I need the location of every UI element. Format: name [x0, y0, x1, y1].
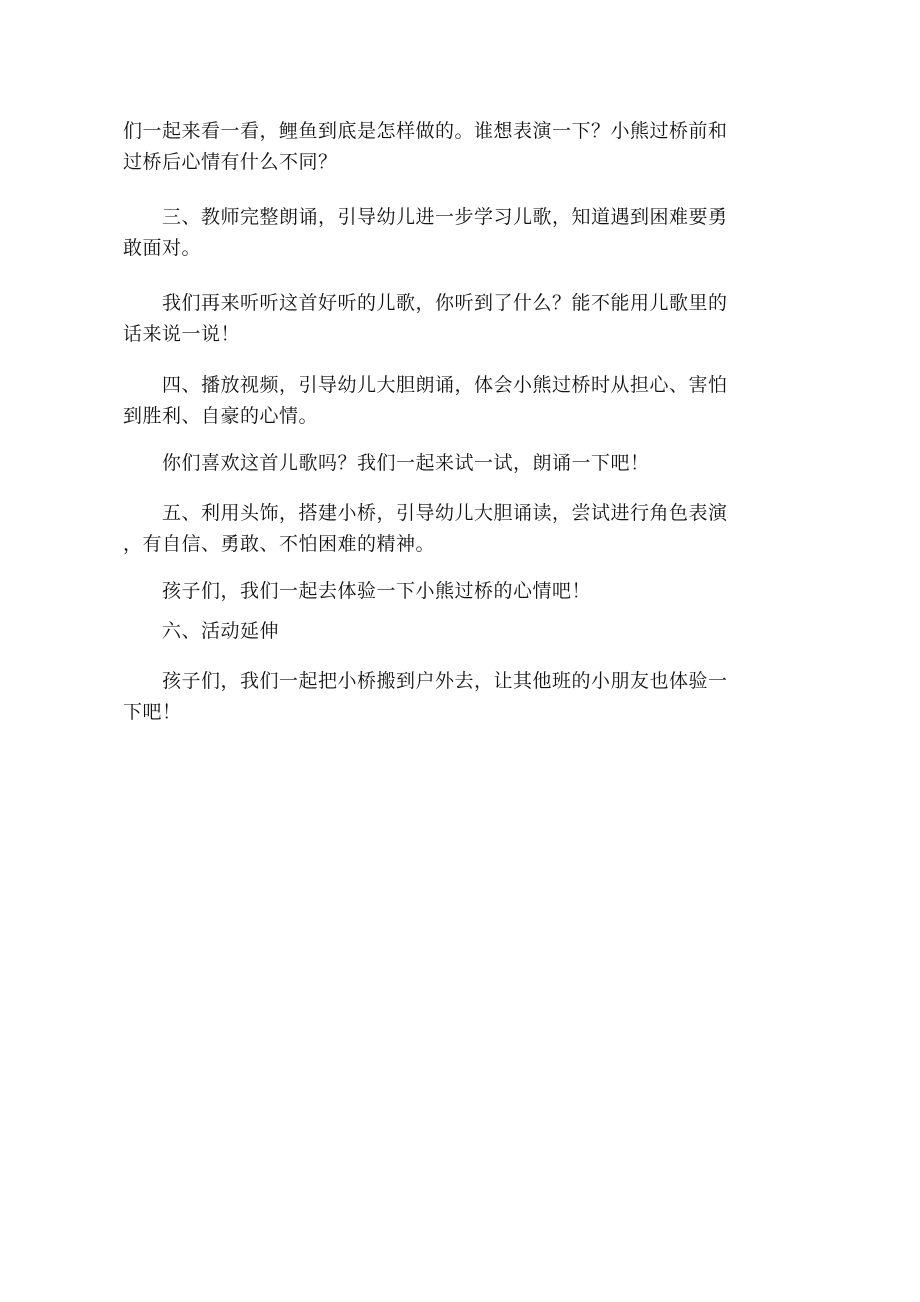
paragraph-3: 我们再来听听这首好听的儿歌，你听到了什么？能不能用儿歌里的 话来说一说！ [123, 292, 728, 345]
paragraph-1: 们一起来看一看，鲤鱼到底是怎样做的。谁想表演一下？小熊过桥前和 过桥后心情有什么不同？ [123, 120, 728, 173]
paragraph-5: 你们喜欢这首儿歌吗？我们一起来试一试，朗诵一下吧！ [123, 452, 650, 474]
paragraph-8: 六、活动延伸 [123, 620, 280, 642]
paragraph-2: 三、教师完整朗诵，引导幼儿进一步学习儿歌，知道遇到困难要勇 敢面对。 [123, 206, 728, 259]
paragraph-4: 四、播放视频，引导幼儿大胆朗诵，体会小熊过桥时从担心、害怕 到胜利、自豪的心情。 [123, 374, 728, 427]
paragraph-9: 孩子们，我们一起把小桥搬到户外去，让其他班的小朋友也体验一 下吧！ [123, 670, 728, 723]
paragraph-6: 五、利用头饰，搭建小桥，引导幼儿大胆诵读，尝试进行角色表演 ，有自信、勇敢、不怕困难的精神。 [123, 502, 728, 555]
paragraph-7: 孩子们，我们一起去体验一下小熊过桥的心情吧！ [123, 580, 592, 602]
